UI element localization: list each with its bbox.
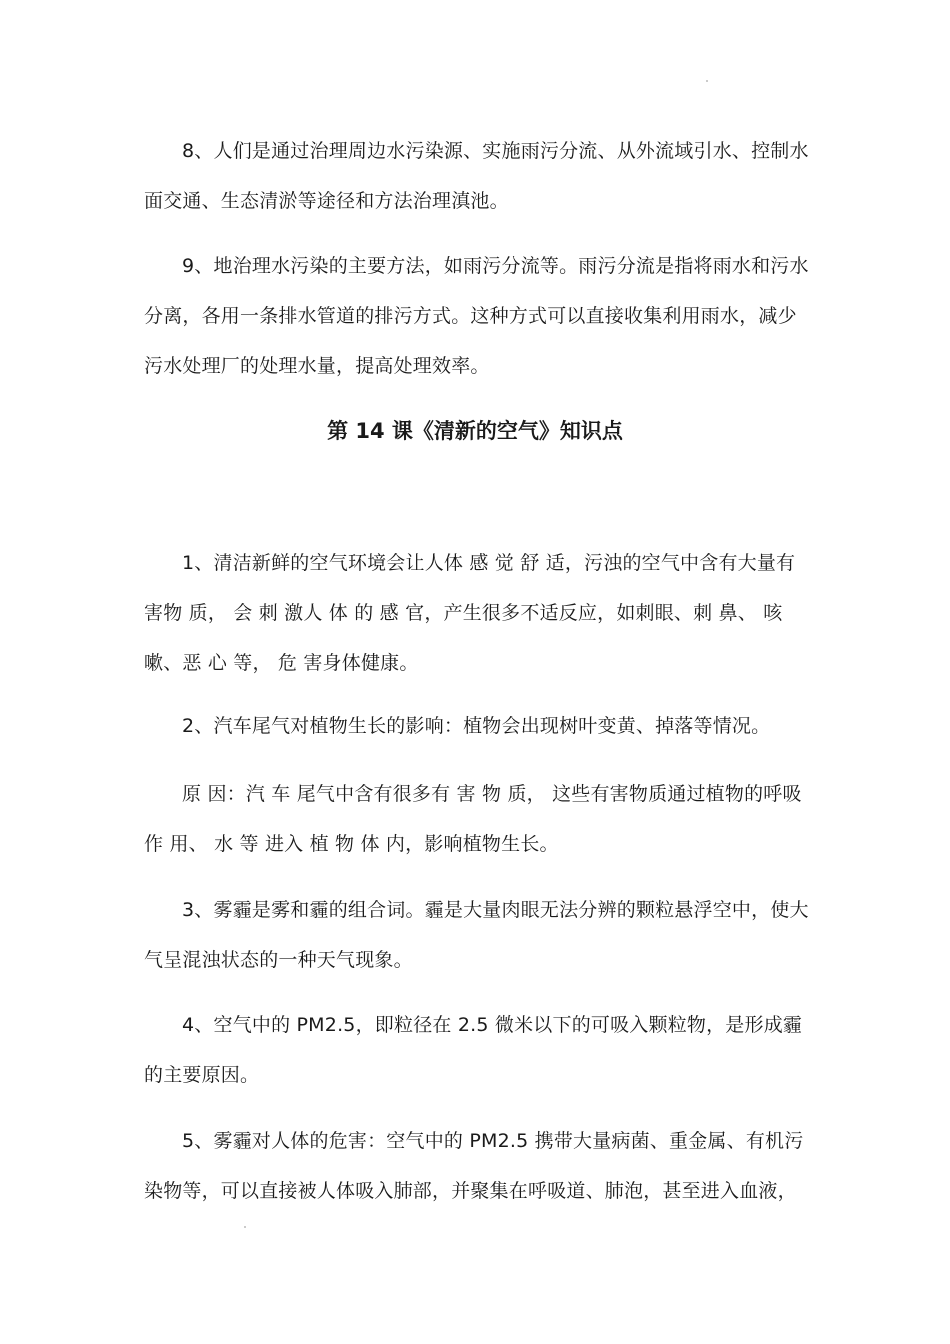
paragraph-1: 1、清洁新鲜的空气环境会让人体 感 觉 舒 适，污浊的空气中含有大量有害物 质， 会 刺 激人 体 的 感 官，产生很多不适反应，如刺眼、刺 鼻、 咳嗽、恶 心 等， 危 害身体健康。	[144, 552, 796, 674]
paragraph-8: 8、人们是通过治理周边水污染源、实施雨污分流、从外流域引水、控制水面交通、生态清淤等途径和方法治理滇池。	[144, 140, 809, 212]
paragraph-2: 2、汽车尾气对植物生长的影响：植物会出现树叶变黄、掉落等情况。	[182, 715, 771, 737]
scan-speck	[244, 1226, 246, 1228]
paragraph-9: 9、地治理水污染的主要方法，如雨污分流等。雨污分流是指将雨水和污水分离，各用一条排水管道的排污方式。这种方式可以直接收集利用雨水，减少污水处理厂的处理水量，提高处理效率。	[144, 255, 809, 377]
paragraph-reason: 原 因：汽 车 尾气中含有很多有 害 物 质， 这些有害物质通过植物的呼吸作 用、 水 等 进入 植 物 体 内，影响植物生长。	[144, 783, 802, 855]
paragraph-5: 5、雾霾对人体的危害：空气中的 PM2.5 携带大量病菌、重金属、有机污染物等，可以直接被人体吸入肺部，并聚集在呼吸道、肺泡，甚至进入血液，	[144, 1130, 804, 1202]
scan-speck	[706, 80, 708, 82]
section-title: 第 14 课《清新的空气》知识点	[327, 419, 623, 443]
paragraph-4: 4、空气中的 PM2.5，即粒径在 2.5 微米以下的可吸入颗粒物，是形成霾的主要原因。	[144, 1014, 803, 1086]
paragraph-3: 3、雾霾是雾和霾的组合词。霾是大量肉眼无法分辨的颗粒悬浮空中，使大气呈混浊状态的一种天气现象。	[144, 899, 809, 971]
